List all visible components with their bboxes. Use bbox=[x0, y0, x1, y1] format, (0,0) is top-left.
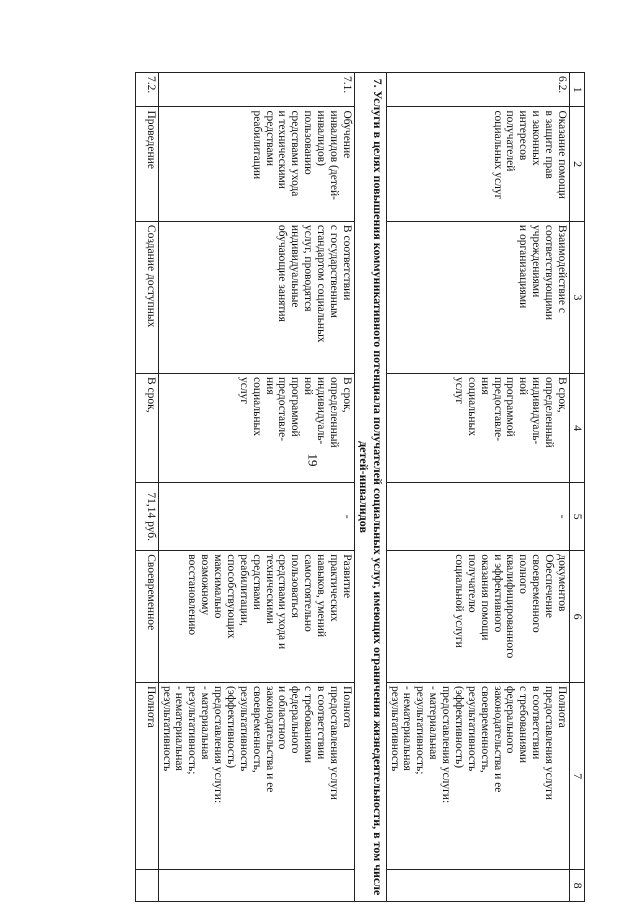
row-number: 6.2. bbox=[386, 73, 569, 107]
service-name: Обучение инвалидов (детей- инвалидов) пользованию средствами ухода и техническими средствами реабилитации bbox=[158, 107, 354, 221]
service-name: Проведение bbox=[135, 107, 158, 221]
service-quality: Полнота предоставления услуги в соответствии с требованиями федерального и областного законодательства и ее своевременность, результативность (эффективность) предоставления услуги: - материальная результативность; - нематериальная результативность bbox=[158, 683, 354, 870]
page-number: 19 bbox=[305, 453, 321, 467]
service-quality: Полнота bbox=[135, 683, 158, 870]
empty-cell bbox=[135, 870, 158, 902]
services-table bbox=[135, 72, 585, 902]
table-row-7-1 bbox=[158, 73, 354, 902]
service-method: Взаимодействие с соответствующими учреждениями и организациями bbox=[386, 221, 569, 373]
service-result: Своевременное bbox=[135, 551, 158, 683]
service-result: документов Обеспечение своевременного полного квалифицированного и эффективного оказания помощи получателю социальной услуги bbox=[386, 551, 569, 683]
service-price: 71,14 руб. bbox=[135, 483, 158, 551]
service-quality: Полнота предоставления услуги в соответствии с требованиями федерального законодательства и ее своевременность, результативность (эффективность) предоставления услуги: - материальная результативность; - нематериальная результативность bbox=[386, 683, 569, 870]
empty-cell bbox=[386, 870, 569, 902]
header-cell: 1 bbox=[570, 73, 585, 107]
empty-cell bbox=[158, 870, 354, 902]
rotated-table-container bbox=[45, 72, 585, 902]
table-row-6-2 bbox=[386, 73, 569, 902]
service-price: - bbox=[158, 483, 354, 551]
header-cell: 6 bbox=[570, 551, 585, 683]
table-row-7-2 bbox=[135, 73, 158, 902]
section-7-heading-row bbox=[354, 73, 386, 902]
service-term: В срок, определенный индивидуаль- ной программой предоставле- ния социальных услуг bbox=[158, 374, 354, 483]
service-term: В срок, bbox=[135, 374, 158, 483]
header-cell: 5 bbox=[570, 483, 585, 551]
header-cell: 8 bbox=[570, 870, 585, 902]
header-row bbox=[570, 73, 585, 902]
service-term: В срок, определенный индивидуаль- ной программой предоставле- ния социальных услуг bbox=[386, 374, 569, 483]
section-heading: 7. Услуги в целях повышения коммуникативного потенциала получателей социальных услуг, имеющих ограничения жизнедеятельности, в том числе детей-инвалидов bbox=[354, 73, 386, 902]
header-cell: 4 bbox=[570, 374, 585, 483]
service-result: Развитие практических навыков, умений самостоятельно пользоваться средствами ухода и техническими средствами реабилитации, способствующих максимально возможному восстановлению bbox=[158, 551, 354, 683]
service-method: В соответствии с государственным стандартом социальных услуг, проводятся индивидуальные обучающие занятия bbox=[158, 221, 354, 373]
service-price: - bbox=[386, 483, 569, 551]
service-name: Оказание помощи в защите прав и законных интересов получателей социальных услуг bbox=[386, 107, 569, 221]
service-method: Создание доступных bbox=[135, 221, 158, 373]
row-number: 7.2. bbox=[135, 73, 158, 107]
header-cell: 2 bbox=[570, 107, 585, 221]
header-cell: 3 bbox=[570, 221, 585, 373]
row-number: 7.1. bbox=[158, 73, 354, 107]
header-cell: 7 bbox=[570, 683, 585, 870]
